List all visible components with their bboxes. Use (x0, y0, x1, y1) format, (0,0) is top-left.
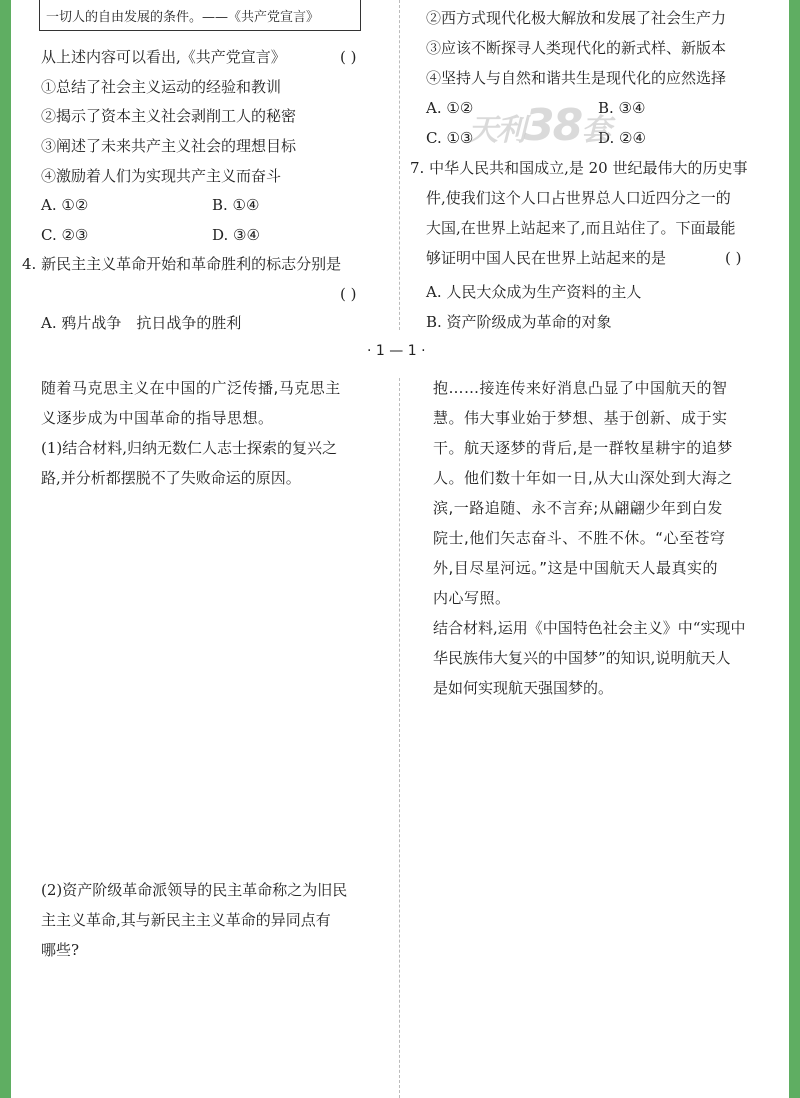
material-intro-line-1: 随着马克思主义在中国的广泛传播,马克思主 (41, 379, 341, 397)
q3-stem: 从上述内容可以看出,《共产党宣言》 (41, 48, 286, 66)
q3-option-4: ④激励着人们为实现共产主义而奋斗 (41, 167, 282, 185)
question-line-2: 华民族伟大复兴的中国梦”的知识,说明航天人 (433, 649, 731, 667)
q7-stem-line-4: 够证明中国人民在世界上站起来的是 (426, 249, 667, 267)
question-line-1: 结合材料,运用《中国特色社会主义》中“实现中 (433, 619, 746, 637)
q6-option-3: ③应该不断探寻人类现代化的新式样、新版本 (426, 39, 727, 57)
material-intro-line-2: 义逐步成为中国革命的指导思想。 (41, 409, 274, 427)
q4-answer-paren: ( ) (340, 285, 357, 303)
page-number: · 1 — 1 · (367, 343, 426, 359)
q3-option-3: ③阐述了未来共产主义社会的理想目标 (41, 137, 297, 155)
q6-choice-c: C. ①③ (426, 129, 474, 147)
material-line-2: 慧。伟大事业始于梦想、基于创新、成于实 (433, 409, 728, 427)
sub-question-2-line-1: (2)资产阶级革命派领导的民主革命称之为旧民 (41, 881, 348, 899)
q7-stem-line-3: 大国,在世界上站起来了,而且站住了。下面最能 (426, 219, 736, 237)
material-line-7: 外,目尽星河远。”这是中国航天人最真实的 (433, 559, 719, 577)
q6-choice-d: D. ②④ (598, 129, 646, 147)
quote-line: 一切人的自由发展的条件。——《共产党宣言》 (46, 10, 320, 25)
q4-choice-a: A. 鸦片战争 抗日战争的胜利 (41, 314, 242, 332)
material-line-5: 滨,一路追随、永不言弃;从翩翩少年到白发 (433, 499, 723, 517)
q3-choice-b: B. ①④ (212, 196, 260, 214)
q7-answer-paren: ( ) (725, 249, 742, 267)
question-line-3: 是如何实现航天强国梦的。 (433, 679, 614, 697)
material-line-6: 院士,他们矢志奋斗、不胜不休。“心至苍穹 (433, 529, 726, 547)
q7-choice-a: A. 人民大众成为生产资料的主人 (426, 283, 642, 301)
material-line-1: 抱……接连传来好消息凸显了中国航天的智 (433, 379, 728, 397)
q7-choice-b: B. 资产阶级成为革命的对象 (426, 313, 612, 331)
column-divider-bottom (399, 378, 400, 1098)
q3-option-1: ①总结了社会主义运动的经验和教训 (41, 78, 282, 96)
q6-option-4: ④坚持人与自然和谐共生是现代化的应然选择 (426, 69, 727, 87)
q4-stem: 4. 新民主主义革命开始和革命胜利的标志分别是 (22, 255, 342, 273)
q3-choice-c: C. ②③ (41, 226, 89, 244)
q3-option-2: ②揭示了资本主义社会剥削工人的秘密 (41, 107, 297, 125)
sub-question-2-line-3: 哪些? (41, 941, 80, 959)
q7-stem-line-1: 7. 中华人民共和国成立,是 20 世纪最伟大的历史事 (410, 159, 748, 177)
sub-question-2-line-2: 主主义革命,其与新民主主义革命的异同点有 (41, 911, 331, 929)
quote-box (39, 0, 361, 31)
material-line-3: 干。航天逐梦的背后,是一群牧星耕宇的追梦 (433, 439, 733, 457)
q3-choice-d: D. ③④ (212, 226, 260, 244)
watermark-text-2: 38 (524, 100, 582, 151)
q6-choice-b: B. ③④ (598, 99, 646, 117)
watermark-logo (468, 100, 609, 151)
material-line-4: 人。他们数十年如一日,从大山深处到大海之 (433, 469, 733, 487)
watermark-text-1: 天利 (468, 113, 524, 148)
q3-choice-a: A. ①② (41, 196, 89, 214)
q6-option-2: ②西方式现代化极大解放和发展了社会生产力 (426, 9, 727, 27)
material-line-8: 内心写照。 (433, 589, 511, 607)
sub-question-1-line-2: 路,并分析都摆脱不了失败命运的原因。 (41, 469, 301, 487)
watermark-text-3: 套 (581, 113, 610, 148)
q6-choice-a: A. ①② (426, 99, 474, 117)
q7-stem-line-2: 件,使我们这个人口占世界总人口近四分之一的 (426, 189, 731, 207)
sub-question-1-line-1: (1)结合材料,归纳无数仁人志士探索的复兴之 (41, 439, 338, 457)
column-divider-top (399, 0, 400, 330)
q3-answer-paren: ( ) (340, 48, 357, 66)
